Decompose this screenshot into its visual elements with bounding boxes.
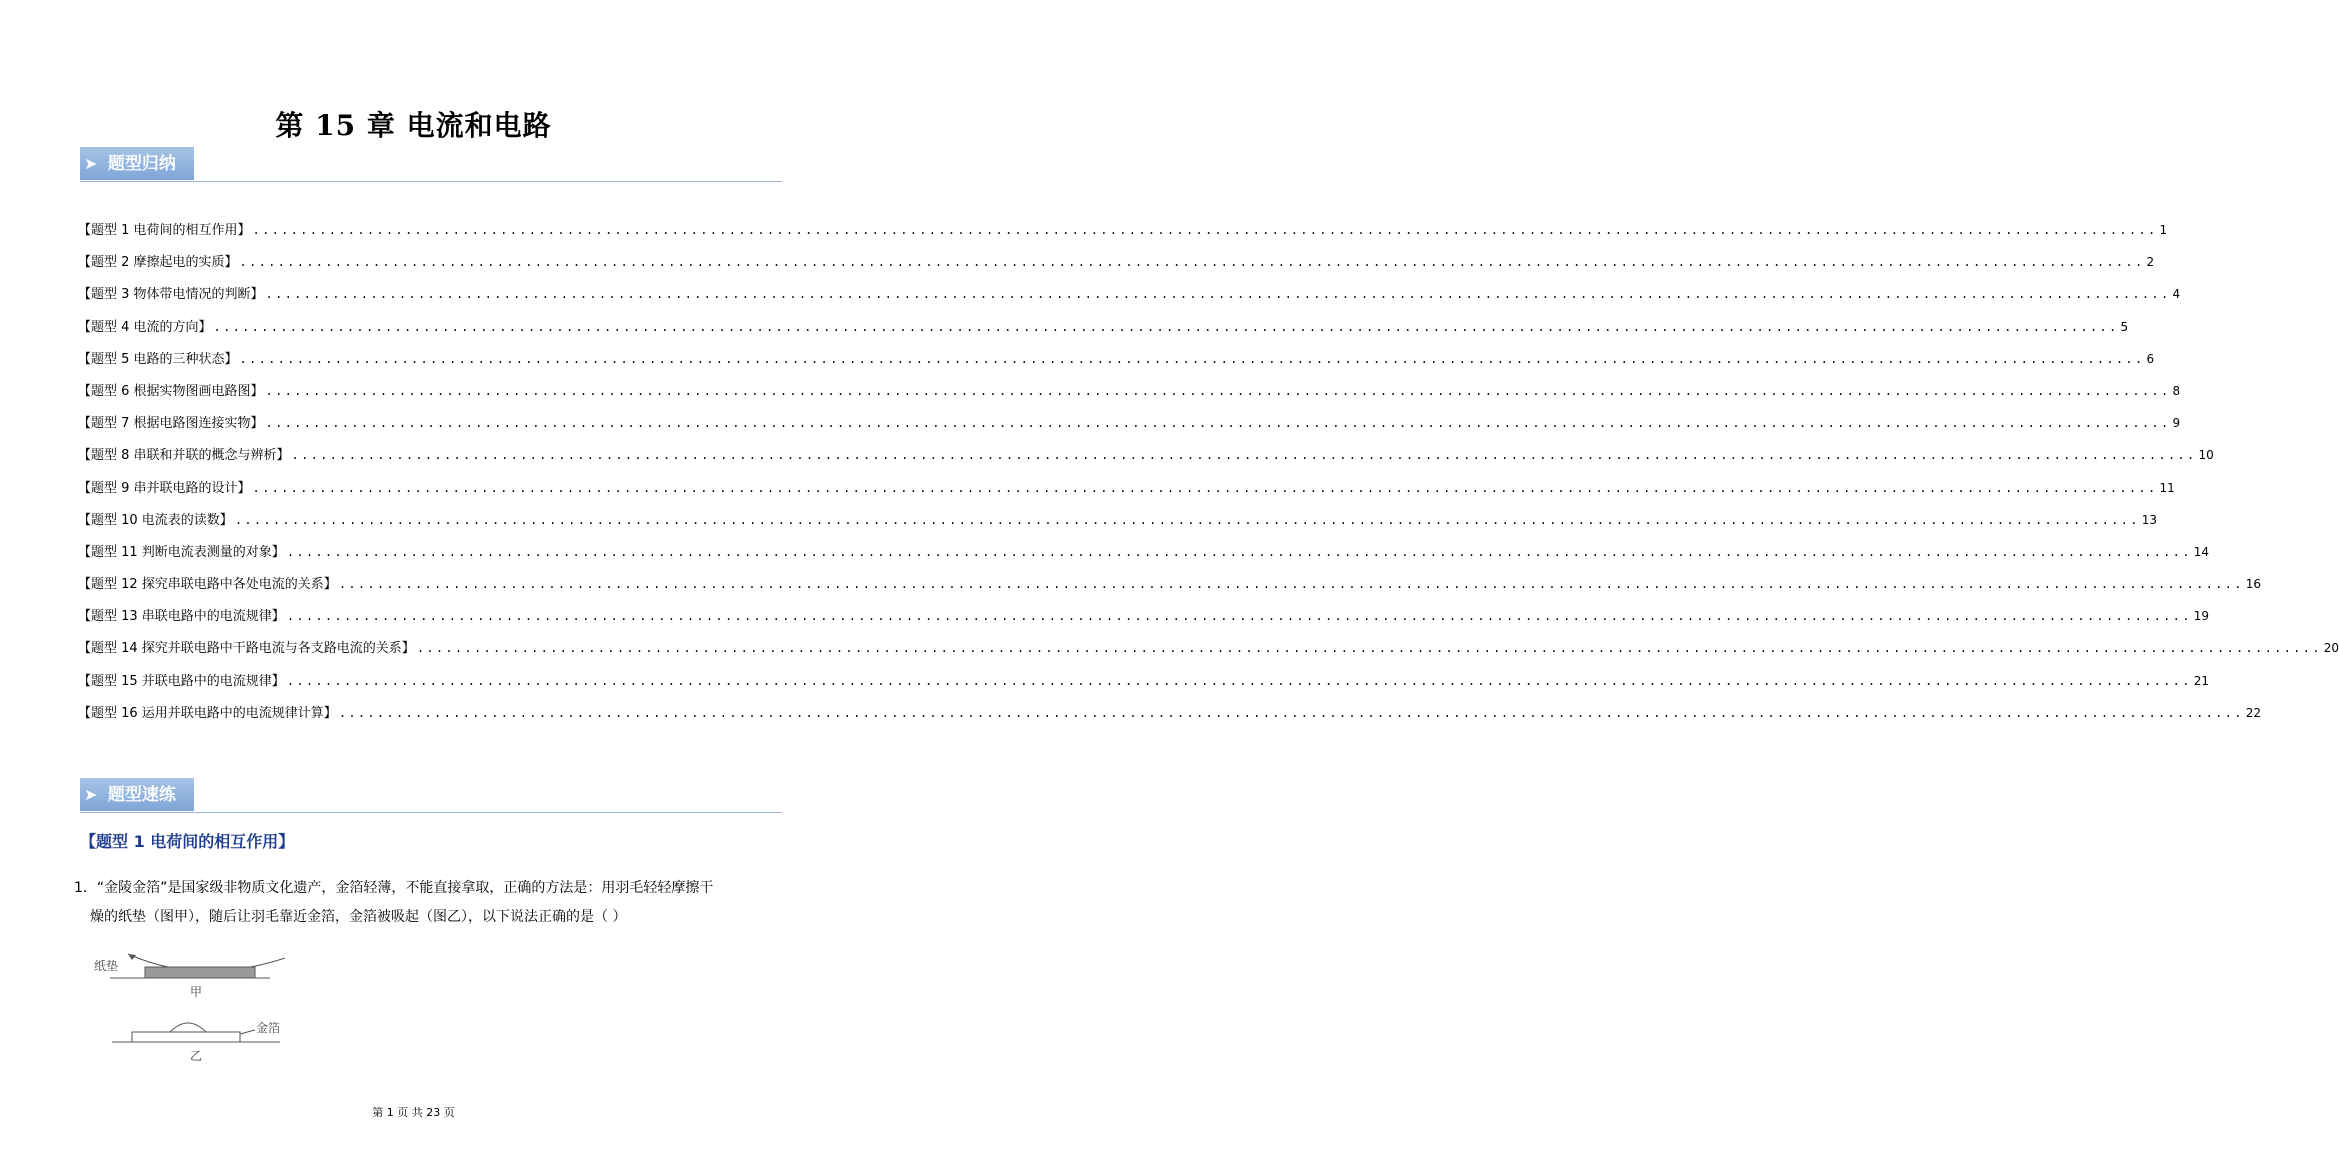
toc-entry[interactable]	[78, 541, 2210, 573]
toc-entry[interactable]	[78, 637, 2339, 669]
toc-entry[interactable]	[78, 380, 2181, 412]
toc-entry-label: 【题型 16 运用并联电路中的电流规律计算】	[78, 705, 337, 721]
toc-entry-page: 22	[2245, 705, 2262, 720]
label-paper-pad: 纸垫	[94, 959, 119, 973]
toc-entry[interactable]	[78, 605, 2210, 637]
toc-entry-label: 【题型 13 串联电路中的电流规律】	[78, 609, 285, 625]
toc-entry[interactable]	[78, 702, 2262, 734]
toc-entry-label: 【题型 9 串并联电路的设计】	[78, 480, 251, 496]
toc-leader-dots: ........................................................................................................................................................................................................	[338, 577, 2244, 592]
gold-foil-curve	[170, 1023, 206, 1032]
toc-entry[interactable]	[78, 251, 2155, 283]
section-tag	[80, 778, 194, 811]
section-tag	[80, 147, 194, 180]
toc-entry-page: 8	[2172, 383, 2181, 398]
toc-entry-page: 19	[2193, 609, 2210, 624]
toc-entry[interactable]	[78, 670, 2210, 702]
toc-entry-page: 21	[2193, 673, 2210, 688]
label-jia: 甲	[190, 985, 203, 999]
label-gold-foil: 金箔	[256, 1021, 281, 1035]
section-header-practice	[80, 778, 782, 813]
toc-entry-label: 【题型 14 探究并联电路中干路电流与各支路电流的关系】	[78, 641, 415, 657]
toc-entry-page: 2	[2146, 255, 2155, 270]
toc-leader-dots: ........................................................................................................................................................................................................	[239, 255, 2145, 270]
toc-leader-dots: ........................................................................................................................................................................................................	[286, 544, 2192, 559]
toc-leader-dots: ........................................................................................................................................................................................................	[291, 448, 2197, 463]
toc-entry-page: 4	[2172, 287, 2181, 302]
toc-entry-label: 【题型 3 物体带电情况的判断】	[78, 287, 264, 303]
toc-leader-dots: ........................................................................................................................................................................................................	[252, 480, 2158, 495]
toc-entry[interactable]	[78, 509, 2158, 541]
toc-entry-label: 【题型 12 探究串联电路中各处电流的关系】	[78, 577, 337, 593]
toc-entry[interactable]	[78, 348, 2155, 380]
toc-entry-label: 【题型 2 摩擦起电的实质】	[78, 255, 238, 271]
toc-entry-page: 9	[2172, 416, 2181, 431]
toc-entry-label: 【题型 11 判断电流表测量的对象】	[78, 544, 285, 560]
toc-leader-dots: ........................................................................................................................................................................................................	[234, 512, 2140, 527]
question-1	[74, 874, 774, 932]
toc-leader-dots: ........................................................................................................................................................................................................	[252, 223, 2158, 237]
toc-entry-label: 【题型 15 并联电路中的电流规律】	[78, 673, 285, 689]
paper-pad	[145, 967, 255, 978]
toc-entry[interactable]	[78, 477, 2175, 509]
toc-entry-page: 14	[2193, 544, 2210, 559]
paper-pad-2	[132, 1032, 240, 1042]
toc-leader-dots: ........................................................................................................................................................................................................	[265, 416, 2171, 431]
toc-leader-dots: ........................................................................................................................................................................................................	[265, 383, 2171, 398]
toc-entry-label: 【题型 10 电流表的读数】	[78, 512, 233, 528]
toc-entry-label: 【题型 8 串联和并联的概念与辨析】	[78, 448, 290, 464]
question-1-line-1: 1．“金陵金箔”是国家级非物质文化遗产，金箔轻薄，不能直接拿取，正确的方法是：用羽毛轻轻摩擦干	[74, 880, 714, 896]
toc-leader-dots: ........................................................................................................................................................................................................	[239, 351, 2145, 366]
toc-entry-label: 【题型 5 电路的三种状态】	[78, 351, 238, 367]
foil-leader-line	[240, 1030, 255, 1034]
toc-entry-page: 6	[2146, 351, 2155, 366]
toc-entry-page: 10	[2198, 448, 2214, 463]
document-title: 第 15 章 电流和电路	[275, 109, 552, 142]
page-footer: 第 1 页 共 23 页	[372, 1106, 455, 1119]
toc-entry-page: 16	[2245, 577, 2262, 592]
question-1-line-2: 燥的纸垫（图甲），随后让羽毛靠近金箔，金箔被吸起（图乙），以下说法正确的是（ ）	[90, 909, 627, 925]
toc-entry-page: 13	[2141, 512, 2158, 527]
toc-leader-dots: ........................................................................................................................................................................................................	[265, 287, 2171, 302]
toc-leader-dots: ........................................................................................................................................................................................................	[286, 673, 2192, 688]
chevron-right-icon: ➤	[84, 154, 98, 173]
question-section-title: 【题型 1 电荷间的相互作用】	[80, 832, 295, 851]
gold-foil-figure	[90, 948, 310, 1068]
toc-entry-label: 【题型 7 根据电路图连接实物】	[78, 416, 264, 432]
toc-leader-dots: ........................................................................................................................................................................................................	[338, 705, 2244, 720]
toc-entry[interactable]	[78, 219, 2168, 251]
toc-entry[interactable]	[78, 412, 2181, 444]
label-yi: 乙	[190, 1049, 203, 1063]
section-header-question-types	[80, 147, 782, 182]
table-of-contents	[78, 219, 2339, 734]
toc-entry[interactable]	[78, 573, 2262, 605]
toc-entry-page: 20	[2323, 641, 2339, 656]
section-label: 题型速练	[107, 785, 176, 805]
section-label: 题型归纳	[107, 154, 176, 174]
toc-entry-label: 【题型 1 电荷间的相互作用】	[78, 223, 251, 238]
toc-entry[interactable]	[78, 283, 2181, 315]
chevron-right-icon: ➤	[84, 785, 98, 804]
toc-entry-page: 5	[2120, 319, 2129, 334]
toc-entry-page: 1	[2159, 223, 2168, 237]
toc-entry[interactable]	[78, 316, 2129, 348]
toc-leader-dots: ........................................................................................................................................................................................................	[286, 609, 2192, 624]
toc-leader-dots: ........................................................................................................................................................................................................	[416, 641, 2322, 656]
toc-entry[interactable]	[78, 444, 2214, 476]
toc-entry-label: 【题型 6 根据实物图画电路图】	[78, 383, 264, 399]
toc-entry-label: 【题型 4 电流的方向】	[78, 319, 212, 335]
toc-leader-dots: ........................................................................................................................................................................................................	[213, 319, 2119, 334]
toc-entry-page: 11	[2159, 480, 2175, 495]
